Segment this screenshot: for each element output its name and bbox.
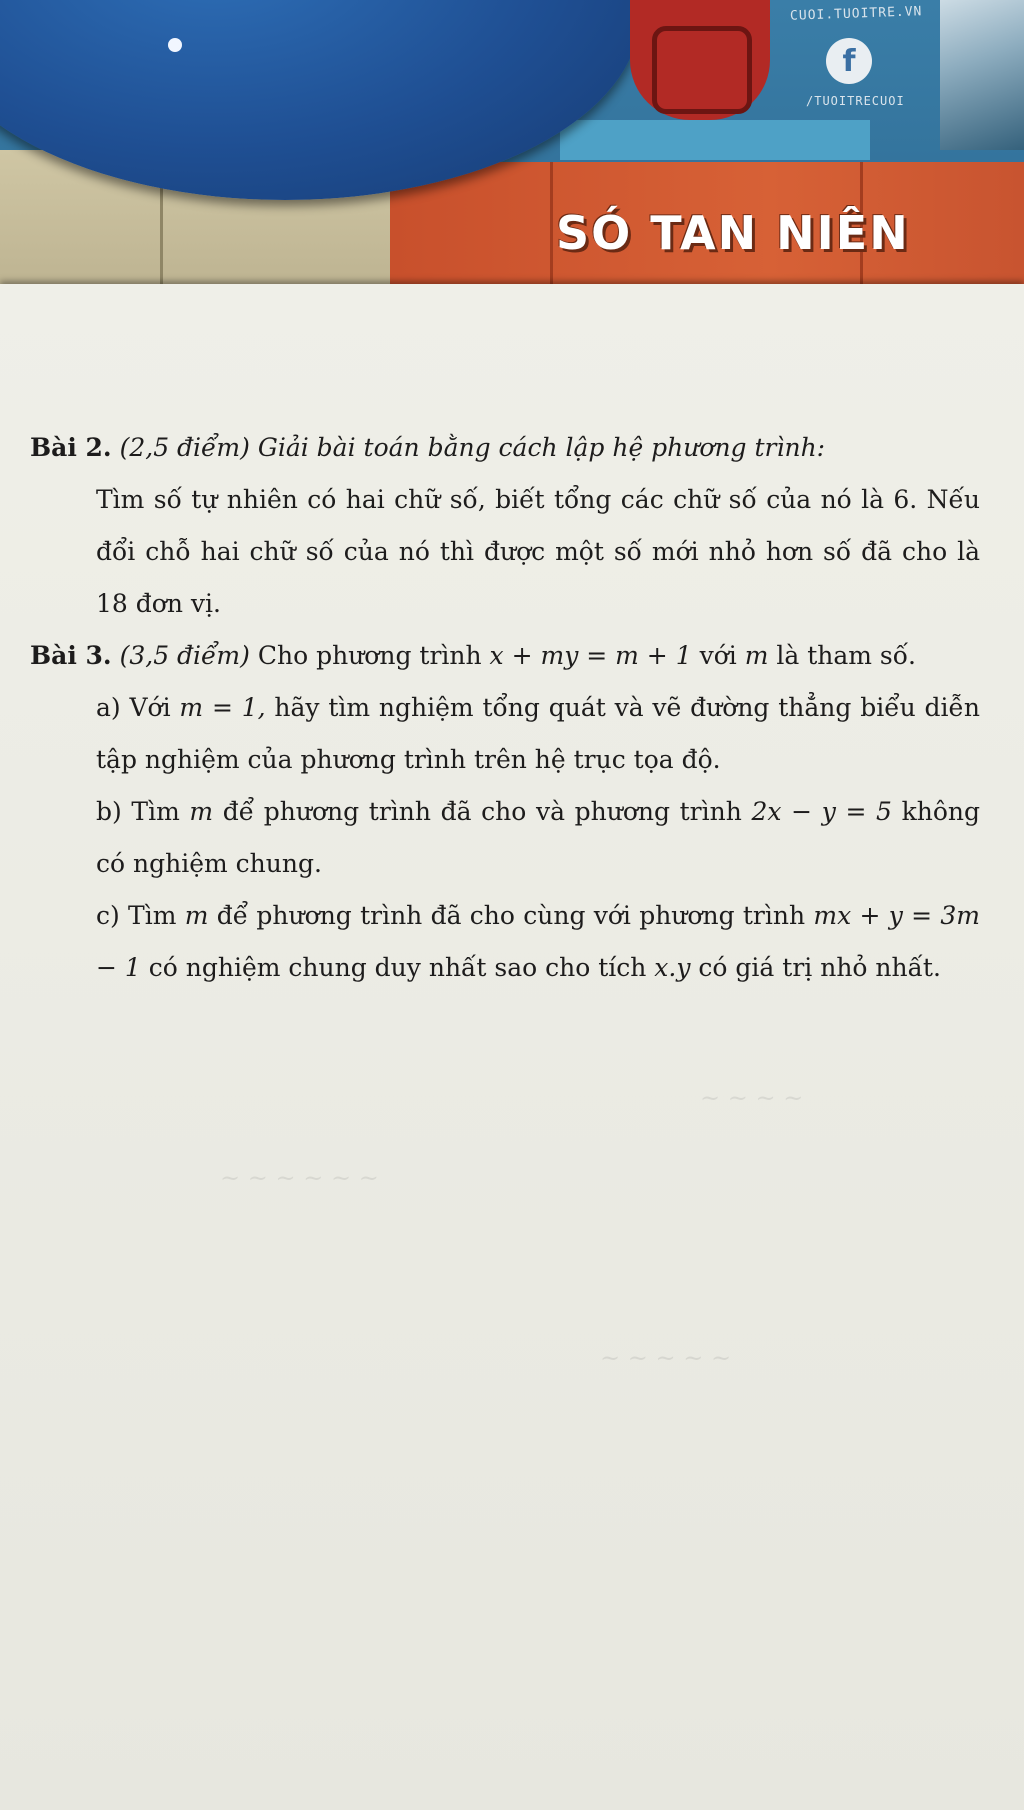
red-mascot-emblem [630,0,770,120]
site-url: CUOI.TUOITRE.VN [789,4,923,24]
problem-3-number: Bài 3. [30,641,112,670]
magazine-cover [0,0,1024,292]
problem-3-part-a [96,682,980,786]
paper-page [0,284,1024,1810]
problem-3-intro-end: là tham số. [776,641,916,670]
facebook-icon: f [826,38,872,84]
part-b-text-2: không có nghiệm chung. [96,797,980,878]
problem-2-instruction: Giải bài toán bằng cách lập hệ phương trình: [257,433,826,462]
part-c-product: x.y [654,953,691,982]
part-c-text-1: để phương trình đã cho cùng với phương trình [216,901,806,930]
part-a-text: hãy tìm nghiệm tổng quát và vẽ đường thẳng biểu diễn tập nghiệm của phương trình trên hệ trục tọa độ. [96,693,981,774]
part-b-text-1: để phương trình đã cho và phương trình [222,797,742,826]
section-title: SÓ TAN NIÊN [556,206,910,260]
part-c-text-3: có giá trị nhỏ nhất. [698,953,941,982]
part-a-condition: m = 1, [179,693,266,722]
problem-3-intro: Cho phương trình [257,641,482,670]
problem-3-intro-after: với [699,641,737,670]
problem-2-heading [30,422,980,474]
problem-2-points: (2,5 điểm) [119,433,250,462]
part-b-label: b) Tìm [96,797,180,826]
part-c-equation: mx + y = 3m − 1 [96,901,980,982]
problem-3-part-c [96,890,980,994]
problem-3-points: (3,5 điểm) [119,641,250,670]
facebook-handle: /TUOITRECUOI [806,94,905,108]
part-c-text-2: có nghiệm chung duy nhất sao cho tích [148,953,647,982]
part-c-label: c) Tìm [96,901,177,930]
problem-3-param: m [744,641,769,670]
exercise-content [30,422,980,994]
problem-2-text: Tìm số tự nhiên có hai chữ số, biết tổng các chữ số của nó là 6. Nếu đổi chỗ hai chữ số của nó thì được một số mới nhỏ hơn số đã cho là 18 đơn vị. [96,485,980,618]
part-a-label: a) Với [96,693,171,722]
problem-2-number: Bài 2. [30,433,112,462]
problem-3-heading [30,630,980,682]
cover-teal-tile [560,120,870,160]
bleed-through-mark: ~ ~ ~ ~ [700,1084,804,1112]
part-c-param: m [184,901,209,930]
problem-3-equation: x + my = m + 1 [489,641,692,670]
problem-3-part-b [96,786,980,890]
bleed-through-mark: ~ ~ ~ ~ ~ [600,1344,732,1372]
bleed-through-mark: ~ ~ ~ ~ ~ ~ [220,1164,379,1192]
part-b-equation: 2x − y = 5 [751,797,892,826]
cover-ribbon [940,0,1024,150]
part-b-param: m [189,797,214,826]
